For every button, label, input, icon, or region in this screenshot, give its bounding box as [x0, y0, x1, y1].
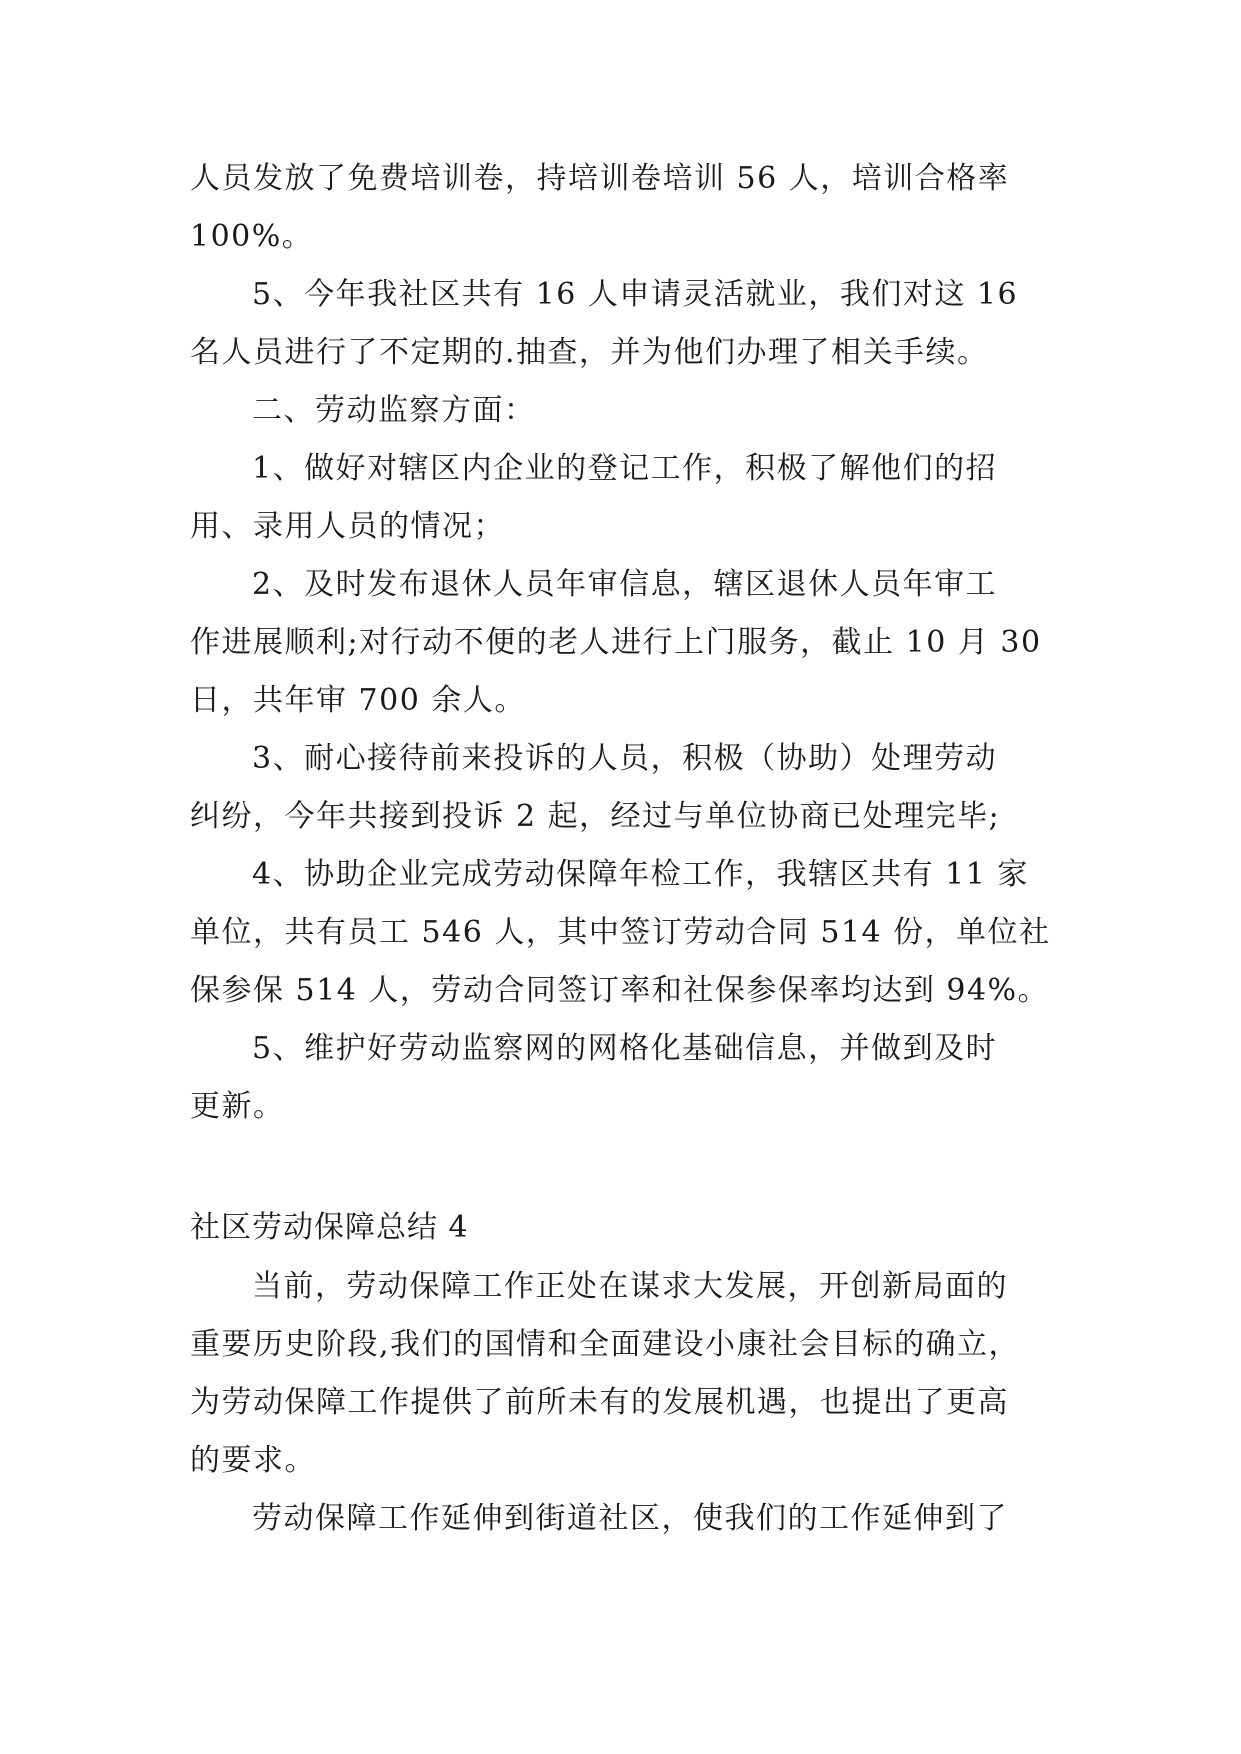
text-line: 人员发放了免费培训卷，持培训卷培训 56 人，培训合格率: [190, 161, 1010, 196]
text-line: 作进展顺利;对行动不便的老人进行上门服务，截止 10 月 30: [190, 625, 1042, 660]
section-subheading: 二、劳动监察方面：: [252, 393, 536, 428]
body-text-block-2: [190, 1258, 1050, 1548]
text-line: 当前，劳动保障工作正处在谋求大发展，开创新局面的: [252, 1269, 1008, 1304]
text-line: 更新。: [190, 1089, 285, 1124]
text-line: 2、及时发布退休人员年审信息，辖区退休人员年审工: [252, 567, 998, 602]
text-line: 纠纷，今年共接到投诉 2 起，经过与单位协商已处理完毕;: [190, 799, 1001, 834]
text-line: 保参保 514 人，劳动合同签订率和社保参保率均达到 94%。: [190, 973, 1050, 1008]
text-line: 日，共年审 700 余人。: [190, 683, 526, 718]
text-line: 重要历史阶段,我们的国情和全面建设小康社会目标的确立，: [190, 1327, 1021, 1362]
text-line: 单位，共有员工 546 人，其中签订劳动合同 514 份，单位社: [190, 915, 1051, 950]
text-line: 1、做好对辖区内企业的登记工作，积极了解他们的招: [252, 451, 998, 486]
body-text-block-1: [190, 150, 1050, 1136]
section-title: 社区劳动保障总结 4: [190, 1210, 469, 1245]
text-line: 名人员进行了不定期的.抽查，并为他们办理了相关手续。: [190, 335, 989, 370]
text-line: 为劳动保障工作提供了前所未有的发展机遇，也提出了更高: [190, 1385, 1009, 1420]
text-line: 3、耐心接待前来投诉的人员，积极（协助）处理劳动: [252, 741, 998, 776]
text-line: 5、今年我社区共有 16 人申请灵活就业，我们对这 16: [252, 277, 1019, 312]
text-line: 的要求。: [190, 1443, 316, 1478]
text-line: 用、录用人员的情况；: [190, 509, 505, 544]
text-line: 100%。: [190, 219, 314, 254]
text-line: 劳动保障工作延伸到街道社区，使我们的工作延伸到了: [252, 1501, 1008, 1536]
text-line: 5、维护好劳动监察网的网格化基础信息，并做到及时: [252, 1031, 998, 1066]
text-line: 4、协助企业完成劳动保障年检工作，我辖区共有 11 家: [252, 857, 1029, 892]
